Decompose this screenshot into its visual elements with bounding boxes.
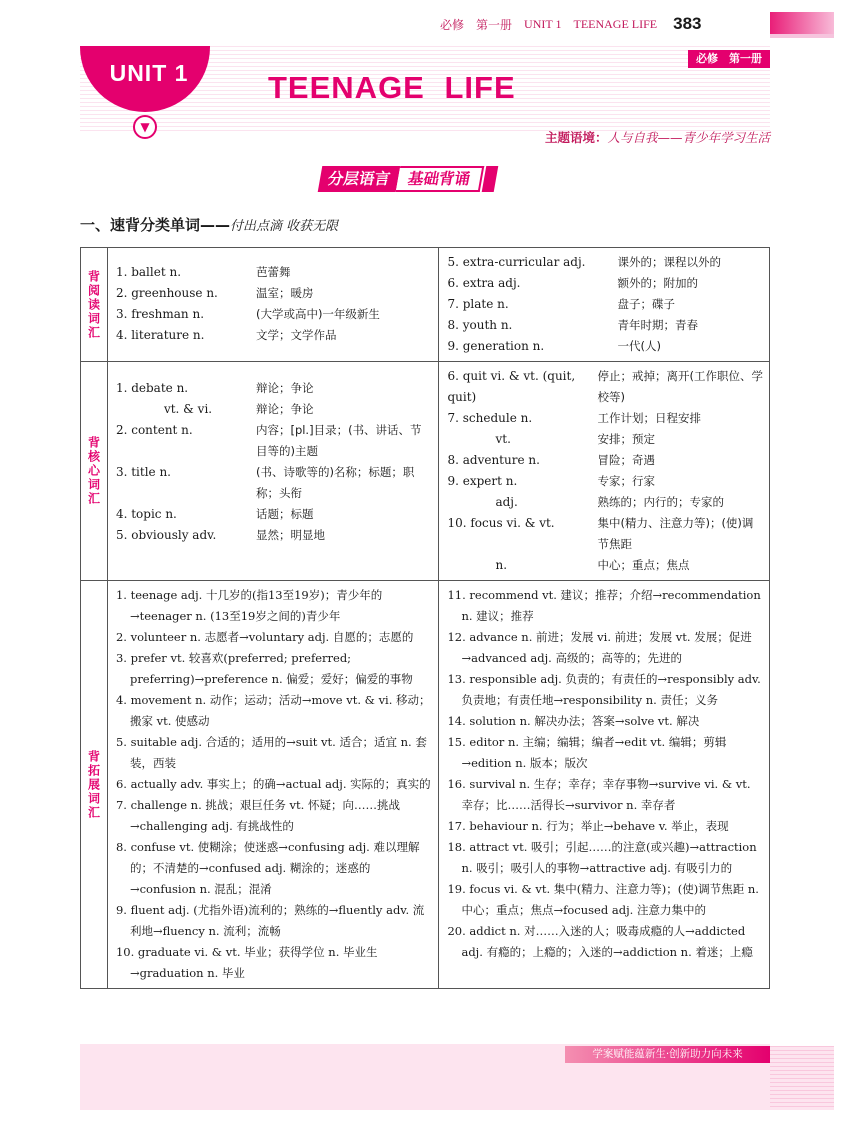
vocab-entry xyxy=(116,420,433,462)
footer-slogan: 学案赋能蕴新生·创新助力向未来 xyxy=(565,1046,770,1063)
extended-right-column xyxy=(438,581,769,988)
vocab-entry: 17. behaviour n. 行为；举止→behave v. 举止，表现 xyxy=(447,819,729,833)
vocab-meaning: 芭蕾舞 xyxy=(255,265,291,279)
reading-vocab-row xyxy=(81,248,769,362)
vocab-entry: 7. challenge n. 挑战；艰巨任务 vt. 怀疑；向……挑战→challenging adj. 有挑战性的 xyxy=(115,798,400,833)
header-title: TEENAGE LIFE xyxy=(573,16,658,31)
page-title: TEENAGE LIFE xyxy=(268,70,516,105)
vocab-word: 8. youth n. xyxy=(447,318,513,332)
extended-left-column xyxy=(108,581,439,988)
vocab-entry: 6. actually adv. 事实上；的确→actual adj. 实际的；真实的 xyxy=(115,777,431,791)
book-tag: 必修 第一册 xyxy=(688,50,770,68)
category-label: 背阅读词汇 xyxy=(81,248,108,361)
theme-context xyxy=(480,128,770,146)
header-unit: UNIT 1 xyxy=(524,16,562,31)
vocab-word: 2. content n. xyxy=(115,423,193,437)
vocab-entry xyxy=(116,378,433,399)
vocab-word: 6. quit vi. & vt. (quit, quit) xyxy=(447,369,576,404)
theme-value: 人与自我——青少年学习生活 xyxy=(607,130,770,145)
banner-part2: 基础背诵 xyxy=(396,166,485,192)
extended-vocab-row xyxy=(81,581,769,988)
vocab-meaning: (书、诗歌等的)名称；标题；职称；头衔 xyxy=(255,465,415,500)
vocab-meaning: 中心；重点；焦点 xyxy=(597,558,690,572)
vocab-meaning: 温室；暖房 xyxy=(255,286,314,300)
section-heading xyxy=(80,214,338,235)
vocab-word: 9. expert n. xyxy=(447,474,518,488)
vocab-entry xyxy=(447,555,763,576)
vocab-entry: 2. volunteer n. 志愿者→voluntary adj. 自愿的；志愿的 xyxy=(115,630,414,644)
vocab-entry xyxy=(116,525,433,546)
vocab-entry xyxy=(447,513,763,555)
vocab-meaning: (大学或高中)一年级新生 xyxy=(255,307,380,321)
unit-badge-label: UNIT 1 xyxy=(109,60,189,86)
vocab-word: 7. plate n. xyxy=(447,297,509,311)
core-left-column xyxy=(108,362,439,580)
header-book: 必修 xyxy=(440,17,465,32)
vocab-entry: 4. movement n. 动作；运动；活动→move vt. & vi. 移动；搬家 vt. 使感动 xyxy=(115,693,431,728)
vocab-meaning: 专家；行家 xyxy=(597,474,655,488)
vocab-meaning: 显然；明显地 xyxy=(255,528,325,542)
vocab-meaning: 工作计划；日程安排 xyxy=(597,411,701,425)
banner-part1: 分层语言 xyxy=(318,166,401,192)
header-accent-bar xyxy=(770,12,834,34)
vocab-entry xyxy=(116,504,433,525)
vocab-word: 5. obviously adv. xyxy=(115,528,217,542)
vocab-entry xyxy=(447,366,763,408)
vocab-word: adj. xyxy=(495,495,518,509)
vocab-word: 3. freshman n. xyxy=(115,307,205,321)
vocab-meaning: 冒险；奇遇 xyxy=(597,453,655,467)
footer-accent xyxy=(770,1046,834,1110)
section-heading-main: 一、速背分类单词—— xyxy=(80,216,231,234)
vocab-word: 3. title n. xyxy=(115,465,171,479)
vocab-entry: 9. fluent adj. (尤指外语)流利的；熟练的→fluently adv. 流利地→fluency n. 流利；流畅 xyxy=(115,903,425,938)
vocab-word: 6. extra adj. xyxy=(447,276,521,290)
vocab-entry xyxy=(447,471,763,492)
vocab-meaning: 课外的；课程以外的 xyxy=(617,255,721,269)
vocab-meaning: 文学；文学作品 xyxy=(255,328,337,342)
vocab-meaning: 集中(精力、注意力等)；(使)调节焦距 xyxy=(597,516,754,551)
header-volume: 第一册 xyxy=(476,17,513,32)
page-number: 383 xyxy=(673,14,702,33)
vocab-word: 7. schedule n. xyxy=(447,411,533,425)
vocab-entry xyxy=(447,273,763,294)
vocab-entry xyxy=(447,336,763,357)
theme-label: 主题语境： xyxy=(544,130,608,145)
reading-left-column xyxy=(108,248,439,361)
vocab-entry: 11. recommend vt. 建议；推荐；介绍→recommendation n. 建议；推荐 xyxy=(447,588,761,623)
vocab-entry xyxy=(447,450,763,471)
vocab-entry: 18. attract vt. 吸引；引起……的注意(或兴趣)→attraction n. 吸引；吸引人的事物→attractive adj. 有吸引力的 xyxy=(447,840,757,875)
vocab-word: 2. greenhouse n. xyxy=(115,286,218,300)
vocab-entry xyxy=(116,304,433,325)
vocab-entry xyxy=(116,283,433,304)
vocab-entry: 1. teenage adj. 十几岁的(指13至19岁)；青少年的→teenager n. (13至19岁之间的)青少年 xyxy=(115,588,383,623)
vocab-meaning: 额外的；附加的 xyxy=(617,276,698,290)
vocab-entry: 3. prefer vt. 较喜欢(preferred; preferred; preferring)→preference n. 偏爱；爱好；偏爱的事物 xyxy=(115,651,413,686)
vocab-meaning: 安排；预定 xyxy=(597,432,655,446)
vocab-entry xyxy=(447,252,763,273)
vocabulary-table xyxy=(80,247,770,989)
vocab-entry: 20. addict n. 对……入迷的人；吸毒成瘾的人→addicted adj. 有瘾的；上瘾的；入迷的→addiction n. 着迷；上瘾 xyxy=(447,924,753,959)
vocab-entry: 16. survival n. 生存；幸存；幸存事物→survive vi. & vt. 幸存；比……活得长→survivor n. 幸存者 xyxy=(447,777,751,812)
vocab-word: 4. topic n. xyxy=(115,507,177,521)
vocab-entry: 8. confuse vt. 使糊涂；使迷惑→confusing adj. 难以理解的；不清楚的→confused adj. 糊涂的；迷惑的→confusion n. 混乱；混淆 xyxy=(115,840,420,896)
vocab-meaning: 一代(人) xyxy=(617,339,661,353)
reading-right-column xyxy=(438,248,769,361)
vocab-entry xyxy=(447,429,763,450)
vocab-entry: 15. editor n. 主编；编辑；编者→edit vt. 编辑；剪辑→edition n. 版本；版次 xyxy=(447,735,727,770)
core-vocab-row xyxy=(81,362,769,581)
vocab-entry xyxy=(116,325,433,346)
category-label: 背拓展词汇 xyxy=(81,581,108,988)
vocab-entry xyxy=(447,315,763,336)
vocab-entry: 5. suitable adj. 合适的；适用的→suit vt. 适合；适宜 n. 套装，西装 xyxy=(115,735,427,770)
vocab-meaning: 熟练的；内行的；专家的 xyxy=(597,495,724,509)
vocab-word: n. xyxy=(495,558,508,572)
vocab-entry xyxy=(447,408,763,429)
vocab-word: 1. ballet n. xyxy=(115,265,182,279)
vocab-word: 1. debate n. xyxy=(115,381,189,395)
vocab-entry: 19. focus vi. & vt. 集中(精力、注意力等)；(使)调节焦距 n. 中心；重点；焦点→focused adj. 注意力集中的 xyxy=(447,882,759,917)
vocab-word: vt. xyxy=(495,432,511,446)
vocab-word: 9. generation n. xyxy=(447,339,545,353)
vocab-entry xyxy=(447,294,763,315)
vocab-entry xyxy=(116,462,433,504)
header-accent-underline xyxy=(770,34,834,38)
vocab-entry xyxy=(116,399,433,420)
vocab-word: vt. & vi. xyxy=(163,402,213,416)
vocab-meaning: 停止；戒掉；离开(工作职位、学校等) xyxy=(597,369,763,404)
section-banner xyxy=(320,165,496,193)
section-heading-tail: 付出点滴 收获无限 xyxy=(230,219,339,234)
vocab-meaning: 盘子；碟子 xyxy=(617,297,675,311)
banner-tail xyxy=(482,166,499,192)
core-right-column xyxy=(438,362,769,580)
vocab-meaning: 青年时期；青春 xyxy=(617,318,698,332)
vocab-meaning: 内容；[pl.]目录；(书、讲话、节目等的)主题 xyxy=(255,423,422,458)
vocab-word: 5. extra-curricular adj. xyxy=(447,255,586,269)
vocab-entry xyxy=(447,492,763,513)
vocab-meaning: 辩论；争论 xyxy=(255,402,314,416)
vocab-entry: 10. graduate vi. & vt. 毕业；获得学位 n. 毕业生→graduation n. 毕业 xyxy=(115,945,378,980)
category-label: 背核心词汇 xyxy=(81,362,108,580)
vocab-meaning: 辩论；争论 xyxy=(255,381,314,395)
vocab-word: 10. focus vi. & vt. xyxy=(447,516,555,530)
vocab-word: 8. adventure n. xyxy=(447,453,540,467)
vocab-entry xyxy=(116,262,433,283)
vocab-entry: 13. responsible adj. 负责的；有责任的→responsibly adv. 负责地；有责任地→responsibility n. 责任；义务 xyxy=(447,672,761,707)
vocab-entry: 12. advance n. 前进；发展 vi. 前进；发展 vt. 发展；促进→advanced adj. 高级的；高等的；先进的 xyxy=(447,630,752,665)
vocab-word: 4. literature n. xyxy=(115,328,205,342)
chevron-down-icon[interactable]: ▼ xyxy=(133,115,157,139)
vocab-meaning: 话题；标题 xyxy=(255,507,314,521)
running-header xyxy=(440,14,702,34)
vocab-entry: 14. solution n. 解决办法；答案→solve vt. 解决 xyxy=(447,714,700,728)
